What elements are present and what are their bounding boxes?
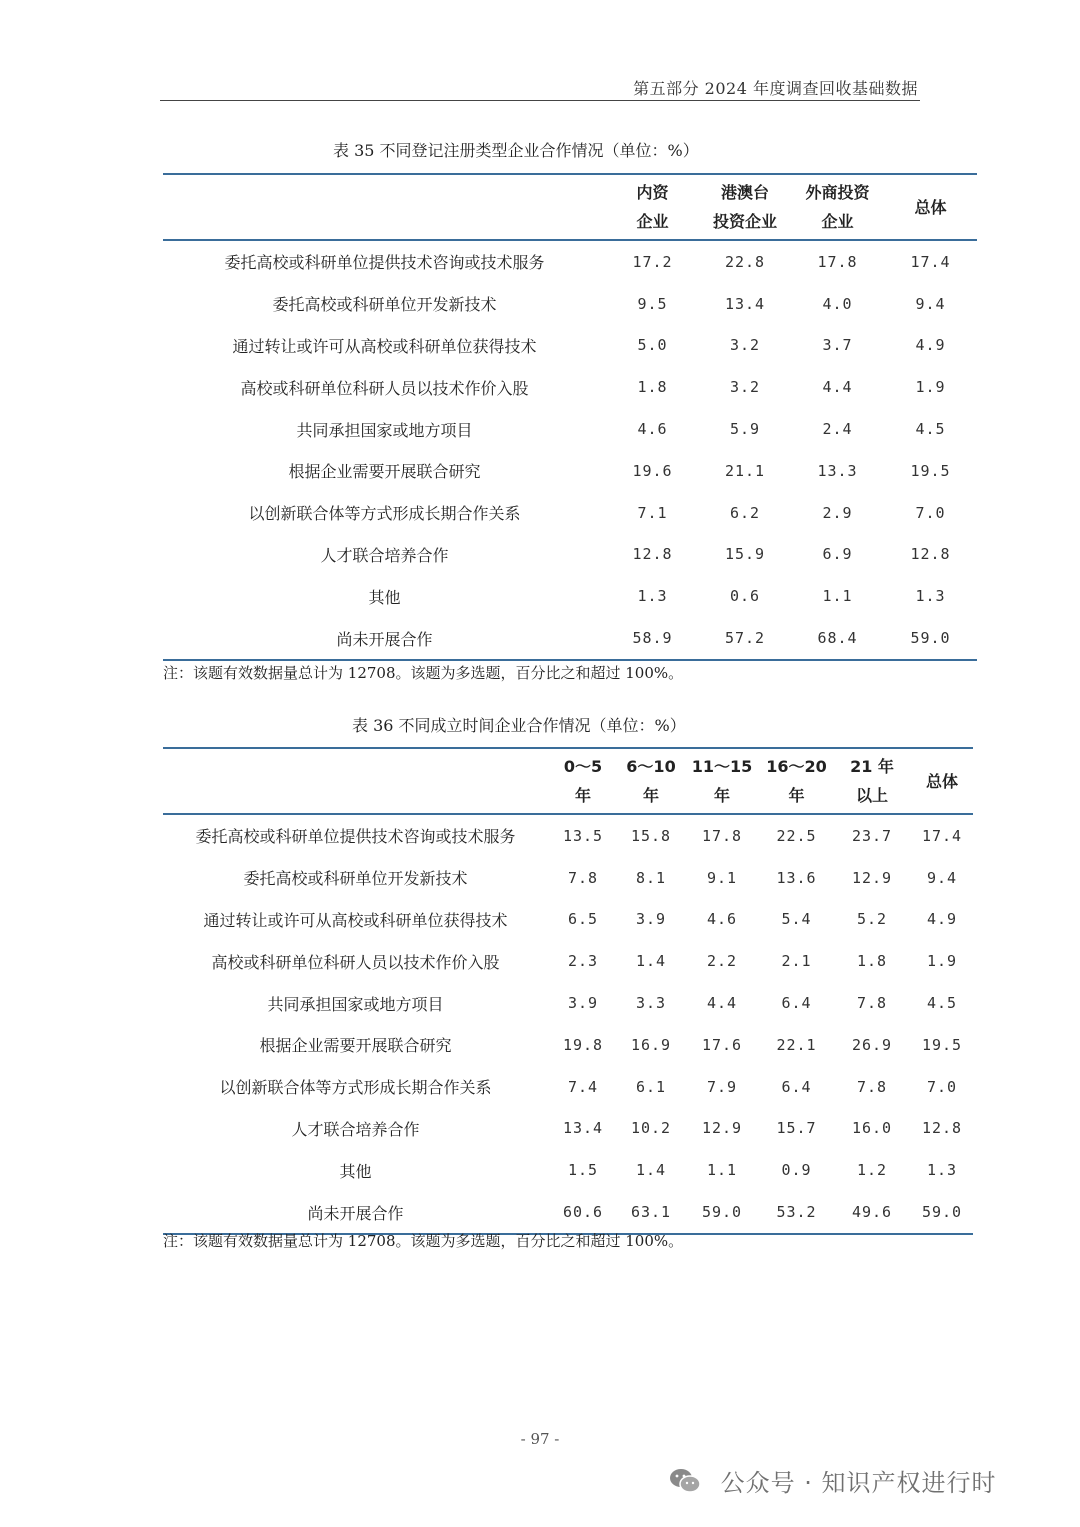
value-cell: 6.1 (635, 1077, 667, 1096)
value-cell: 7.4 (567, 1077, 599, 1096)
row-label: 共同承担国家或地方项目 (296, 420, 473, 440)
table-row (163, 1191, 973, 1234)
value-cell: 58.9 (632, 629, 673, 648)
value-cell: 3.2 (729, 336, 761, 355)
column-header-line-2: 企业 (636, 212, 669, 231)
row-label: 高校或科研单位科研人员以技术作价入股 (240, 378, 529, 398)
table-row (163, 1024, 973, 1066)
page-number: - 97 - (520, 1430, 560, 1448)
header-corner-cell (163, 174, 606, 240)
column-header (911, 748, 973, 814)
value-cell: 1.9 (915, 378, 946, 397)
table-row (163, 982, 973, 1024)
table-row (163, 240, 977, 283)
row-label: 通过转让或许可从高校或科研单位获得技术 (232, 336, 537, 356)
row-label: 委托高校或科研单位开发新技术 (243, 869, 468, 889)
value-cell: 5.2 (856, 910, 888, 929)
value-cell: 2.2 (706, 952, 738, 971)
row-label: 尚未开展合作 (307, 1203, 404, 1223)
value-cell: 4.4 (822, 378, 853, 397)
column-header-line-2: 投资企业 (712, 212, 777, 231)
row-label: 通过转让或许可从高校或科研单位获得技术 (203, 910, 508, 930)
table-36-note: 注：该题有效数据量总计为 12708。该题为多选题，百分比之和超过 100%。 (163, 1232, 684, 1250)
value-cell: 2.9 (822, 503, 853, 522)
row-label: 以创新联合体等方式形成长期合作关系 (219, 1078, 492, 1098)
column-header-line-2: 年 (788, 786, 805, 805)
value-cell: 49.6 (851, 1203, 893, 1222)
table-row (163, 814, 973, 857)
row-label: 其他 (368, 587, 401, 607)
value-cell: 19.5 (910, 461, 951, 480)
value-cell: 7.0 (915, 503, 946, 522)
value-cell: 15.7 (776, 1119, 817, 1138)
column-header (699, 174, 791, 240)
column-header-line-1: 16～20 (766, 757, 827, 776)
table-row (163, 408, 977, 450)
value-cell: 22.1 (776, 1035, 817, 1054)
column-header (684, 748, 760, 814)
column-header-line-2: 年 (713, 786, 730, 805)
value-cell: 1.8 (637, 378, 668, 397)
column-header (760, 748, 833, 814)
table-row (163, 940, 973, 982)
row-label: 其他 (339, 1161, 372, 1181)
value-cell: 4.5 (926, 994, 958, 1013)
value-cell: 1.5 (567, 1161, 599, 1180)
column-header-line-1: 外商投资 (805, 183, 870, 202)
value-cell: 13.6 (776, 868, 817, 887)
value-cell: 12.9 (701, 1119, 743, 1138)
value-cell: 60.6 (562, 1203, 604, 1222)
table-36-body (163, 814, 973, 1234)
value-cell: 63.1 (630, 1203, 672, 1222)
value-cell: 7.8 (856, 1077, 888, 1096)
value-cell: 16.0 (851, 1119, 893, 1138)
column-header-line-1: 11～15 (691, 757, 753, 776)
value-cell: 5.0 (637, 336, 668, 355)
value-cell: 12.9 (851, 868, 893, 887)
column-header (833, 748, 911, 814)
value-cell: 7.8 (567, 868, 599, 887)
row-label: 人才联合培养合作 (291, 1119, 420, 1139)
row-label: 高校或科研单位科研人员以技术作价入股 (211, 952, 500, 972)
row-label: 人才联合培养合作 (320, 545, 449, 565)
value-cell: 6.2 (729, 503, 761, 522)
value-cell: 15.9 (724, 545, 766, 564)
table-35-body (163, 240, 977, 660)
column-header-line-1: 总体 (914, 197, 947, 217)
value-cell: 1.4 (635, 952, 667, 971)
value-cell: 59.0 (701, 1203, 743, 1222)
value-cell: 53.2 (776, 1203, 817, 1222)
column-header (548, 748, 618, 814)
value-cell: 6.4 (781, 1077, 812, 1096)
wechat-icon (668, 1467, 702, 1501)
column-header (791, 174, 884, 240)
value-cell: 4.9 (926, 910, 958, 929)
table-row (163, 534, 977, 576)
value-cell: 4.4 (706, 994, 738, 1013)
value-cell: 13.5 (562, 826, 604, 845)
table-35-caption: 表 35 不同登记注册类型企业合作情况（单位：%） (333, 141, 699, 160)
value-cell: 4.9 (915, 336, 946, 355)
header-corner-cell (163, 748, 548, 814)
value-cell: 4.6 (706, 910, 738, 929)
row-label: 委托高校或科研单位开发新技术 (272, 295, 497, 315)
table-row (163, 1066, 973, 1108)
value-cell: 4.5 (915, 420, 946, 439)
value-cell: 1.3 (926, 1161, 958, 1180)
value-cell: 17.4 (910, 252, 951, 271)
value-cell: 16.9 (630, 1035, 672, 1054)
watermark (668, 1463, 997, 1501)
column-header-line-1: 内资 (636, 183, 669, 202)
value-cell: 1.1 (822, 587, 853, 606)
value-cell: 22.8 (724, 252, 766, 271)
header-rule (160, 100, 920, 101)
value-cell: 1.3 (637, 587, 668, 606)
value-cell: 13.4 (724, 294, 766, 313)
value-cell: 4.6 (637, 420, 668, 439)
value-cell: 13.4 (562, 1119, 604, 1138)
value-cell: 0.9 (781, 1161, 812, 1180)
value-cell: 26.9 (851, 1035, 893, 1054)
value-cell: 17.2 (632, 252, 673, 271)
value-cell: 59.0 (910, 629, 951, 648)
value-cell: 1.3 (915, 587, 946, 606)
column-header-line-1: 0～5 (563, 757, 603, 776)
table-36-header-row (163, 748, 973, 814)
value-cell: 6.5 (567, 910, 599, 929)
value-cell: 12.8 (910, 545, 951, 564)
value-cell: 3.9 (567, 994, 599, 1013)
value-cell: 21.1 (724, 461, 766, 480)
value-cell: 3.3 (635, 994, 667, 1013)
value-cell: 5.9 (729, 420, 761, 439)
value-cell: 12.8 (921, 1119, 963, 1138)
value-cell: 7.1 (637, 503, 668, 522)
value-cell: 7.9 (706, 1077, 738, 1096)
value-cell: 22.5 (776, 826, 817, 845)
value-cell: 3.9 (635, 910, 667, 929)
table-row (163, 492, 977, 534)
row-label: 委托高校或科研单位提供技术咨询或技术服务 (195, 827, 516, 847)
column-header (884, 174, 977, 240)
value-cell: 10.2 (630, 1119, 672, 1138)
value-cell: 6.4 (781, 994, 812, 1013)
value-cell: 5.4 (781, 910, 812, 929)
table-row (163, 325, 977, 367)
column-header-line-1: 6～10 (626, 757, 676, 776)
value-cell: 9.1 (706, 868, 738, 887)
table-row (163, 1108, 973, 1150)
value-cell: 2.4 (822, 420, 853, 439)
row-label: 委托高校或科研单位提供技术咨询或技术服务 (224, 253, 545, 273)
table-row (163, 1149, 973, 1191)
value-cell: 17.8 (817, 252, 858, 271)
value-cell: 8.1 (635, 868, 667, 887)
table-35-header-row (163, 174, 977, 240)
value-cell: 19.8 (562, 1035, 604, 1054)
column-header-line-1: 港澳台 (720, 183, 769, 202)
row-label: 根据企业需要开展联合研究 (288, 462, 481, 482)
value-cell: 68.4 (817, 629, 858, 648)
row-label: 根据企业需要开展联合研究 (259, 1036, 452, 1056)
table-row (163, 899, 973, 941)
row-label: 以创新联合体等方式形成长期合作关系 (248, 504, 521, 524)
value-cell: 9.4 (926, 868, 958, 887)
table-row (163, 857, 973, 899)
table-row (163, 283, 977, 325)
value-cell: 2.3 (567, 952, 599, 971)
value-cell: 17.4 (921, 826, 963, 845)
value-cell: 4.0 (822, 294, 853, 313)
value-cell: 59.0 (921, 1203, 963, 1222)
value-cell: 3.7 (822, 336, 853, 355)
value-cell: 1.2 (856, 1161, 888, 1180)
value-cell: 7.8 (856, 994, 888, 1013)
table-36-caption: 表 36 不同成立时间企业合作情况（单位：%） (352, 716, 686, 735)
value-cell: 9.5 (637, 294, 668, 313)
table-row (163, 450, 977, 492)
column-header-line-2: 企业 (821, 212, 854, 231)
row-label: 共同承担国家或地方项目 (267, 994, 444, 1014)
value-cell: 3.2 (729, 378, 761, 397)
column-header-line-2: 年 (642, 786, 659, 805)
column-header-line-1: 总体 (925, 771, 958, 791)
column-header (606, 174, 699, 240)
value-cell: 2.1 (781, 952, 812, 971)
table-row (163, 617, 977, 660)
value-cell: 7.0 (926, 1077, 958, 1096)
value-cell: 1.4 (635, 1161, 667, 1180)
row-label: 尚未开展合作 (336, 629, 433, 649)
value-cell: 1.9 (926, 952, 958, 971)
value-cell: 13.3 (817, 461, 858, 480)
value-cell: 17.6 (701, 1035, 743, 1054)
value-cell: 23.7 (851, 826, 893, 845)
table-35-note: 注：该题有效数据量总计为 12708。该题为多选题，百分比之和超过 100%。 (163, 664, 684, 682)
value-cell: 1.8 (856, 952, 888, 971)
table-row (163, 575, 977, 617)
value-cell: 19.5 (921, 1035, 963, 1054)
value-cell: 17.8 (701, 826, 743, 845)
column-header-line-2: 以上 (855, 786, 888, 805)
running-header: 第五部分 2024 年度调查回收基础数据 (633, 79, 918, 98)
column-header-line-2: 年 (574, 786, 591, 805)
table-35 (163, 173, 977, 661)
watermark-text: 公众号 · 知识产权进行时 (720, 1469, 997, 1497)
column-header (618, 748, 684, 814)
table-row (163, 366, 977, 408)
table-36 (163, 747, 973, 1235)
value-cell: 0.6 (729, 587, 761, 606)
value-cell: 6.9 (822, 545, 853, 564)
value-cell: 57.2 (724, 629, 766, 648)
column-header-line-1: 21 年 (850, 757, 894, 776)
value-cell: 19.6 (632, 461, 673, 480)
value-cell: 12.8 (632, 545, 673, 564)
value-cell: 15.8 (630, 826, 672, 845)
value-cell: 9.4 (915, 294, 946, 313)
value-cell: 1.1 (706, 1161, 738, 1180)
